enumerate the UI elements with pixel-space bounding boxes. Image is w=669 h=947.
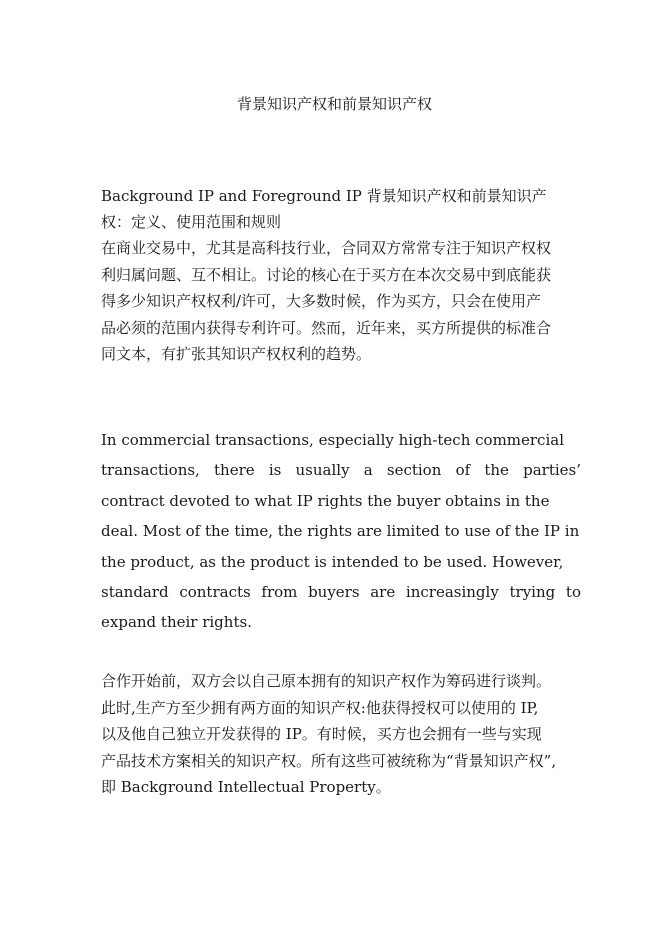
paragraph-line: 利归属问题、互不相让。讨论的核心在于买方在本次交易中到底能获 — [101, 265, 552, 284]
section-heading — [101, 183, 581, 235]
paragraph-line: contract devoted to what IP rights the buyer obtains in the — [101, 491, 550, 510]
paragraph-line: 以及他自己独立开发获得的 IP。有时候，买方也会拥有一些与实现 — [101, 725, 542, 743]
paragraph-line: expand their rights. — [101, 613, 252, 632]
paragraph-line: standard contracts from buyers are increasingly trying to — [101, 582, 581, 601]
paragraph-chinese-1 — [101, 235, 581, 368]
heading-line: 权：定义、使用范围和规则 — [101, 213, 282, 231]
paragraph-line: 此时,生产方至少拥有两方面的知识产权:他获得授权可以使用的 IP, — [101, 698, 539, 717]
paragraph-line: 合作开始前，双方会以自己原本拥有的知识产权作为筹码进行谈判。 — [101, 672, 552, 690]
paragraph-line: deal. Most of the time, the rights are limited to use of the IP in — [101, 522, 580, 541]
paragraph-english-1 — [101, 425, 581, 638]
heading-line: Background IP and Foreground IP 背景知识产权和前景知识产 — [101, 187, 547, 205]
paragraph-line: transactions, there is usually a section of the parties’ — [101, 461, 581, 480]
paragraph-line: the product, as the product is intended to be used. However, — [101, 552, 564, 571]
document-title: 背景知识产权和前景知识产权 — [236, 95, 432, 113]
paragraph-line: 得多少知识产权权利/许可，大多数时候，作为买方，只会在使用产 — [101, 292, 542, 310]
paragraph-line: In commercial transactions, especially high-tech commercial — [101, 431, 565, 449]
paragraph-line: 即 Background Intellectual Property。 — [101, 778, 391, 796]
paragraph-line: 产品技术方案相关的知识产权。所有这些可被统称为“背景知识产权”, — [101, 751, 557, 770]
paragraph-chinese-2 — [101, 668, 581, 801]
paragraph-line: 同文本，有扩张其知识产权权利的趋势。 — [101, 345, 372, 363]
paragraph-line: 在商业交易中，尤其是高科技行业，合同双方常常专注于知识产权权 — [101, 239, 552, 257]
paragraph-line: 品必须的范围内获得专利许可。然而，近年来，买方所提供的标准合 — [101, 318, 552, 337]
